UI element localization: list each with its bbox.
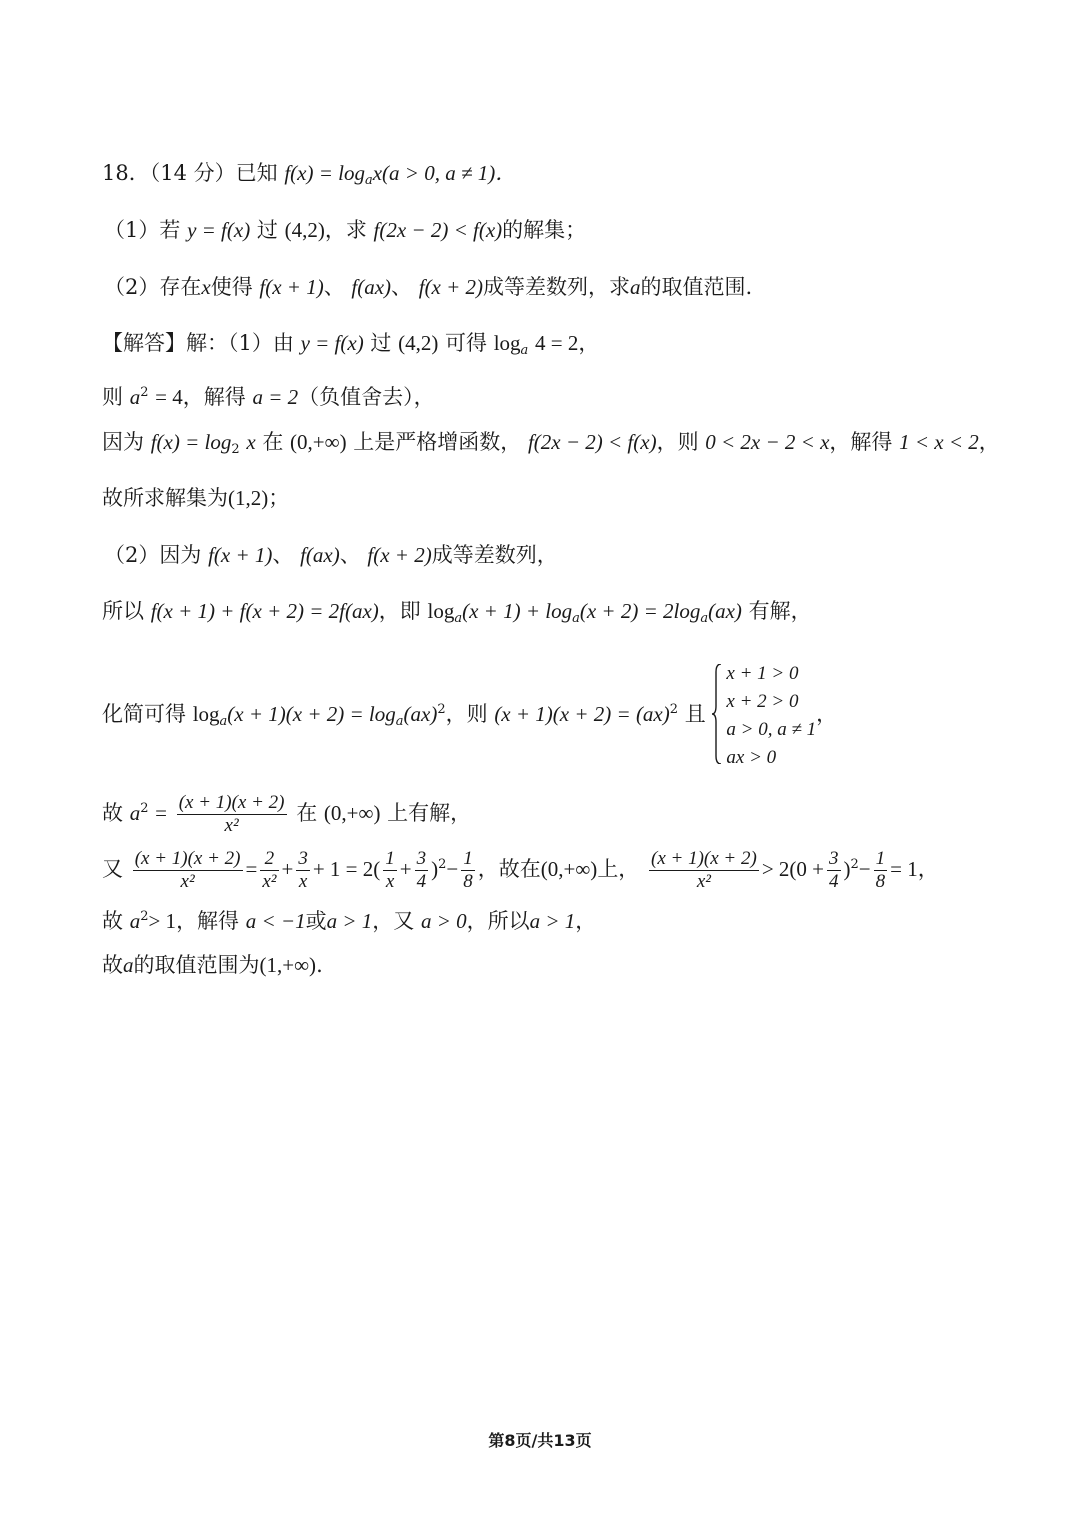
system-row: x + 1 > 0 <box>726 662 799 684</box>
system-row: x + 2 > 0 <box>726 690 799 712</box>
solution-label: 【解答】 <box>102 331 186 355</box>
solution-line-3: 因为 $f(x) = \log_2 x$ 在 (0,+∞) 上是严格增函数， f(2x − 2) < f(x)，则 0 < 2x − 2 < x，解得 1 < x < 2， <box>102 430 1000 457</box>
problem-title: 18．（14 分）已知 $f(x) = \log_ax(a > 0$, a ≠ 1)． <box>102 161 517 188</box>
fraction: $\frac{(x + 1)(x + 2)}{\text{x²}}$ <box>651 848 757 892</box>
solution-line-2: 则 $a^2 = 4$，解得 a = 2（负值舍去）， <box>102 385 435 409</box>
fraction: $\frac{1}{8}$ <box>463 848 473 892</box>
solution-line-11: 故a的取值范围为(1,+∞). <box>102 953 323 977</box>
page-number: 第8页/共13页 <box>488 1431 592 1450</box>
fraction: $\frac{(x + 1)(x + 2)}{\text{x²}}$ <box>178 792 285 836</box>
fraction: $\frac{2}{\text{x²}}$ <box>262 848 277 892</box>
fraction: $\frac{1}{x}$ <box>385 848 395 892</box>
solution-line-4: 故所求解集为(1,2)； <box>102 486 290 510</box>
problem-part-1: （1）若 y = f(x) 过 (4,2)，求 f(2x − 2) < f(x)的解集； <box>104 218 587 242</box>
fraction: $\frac{3}{4}$ <box>829 848 839 892</box>
fraction: $\frac{(x + 1)(x + 2)}{\text{x²}}$ <box>134 848 241 892</box>
solution-line-7: 化简可得 $\log_a(x + 1)(x + 2) = \log_a(ax)^2$，则 (x + 1)(x + 2) = (ax)$^2$ 且 x + 1 > 0 x + 2 > 0 a > 0, a ≠ 1 ax > 0 ， <box>102 654 837 766</box>
problem-number: 18．（14 分）已知 <box>102 161 278 185</box>
system-row: ax > 0 <box>726 746 777 768</box>
left-brace-icon <box>712 664 722 764</box>
problem-part-2: （2）存在x使得 f(x + 1)、 f(ax)、 f(x + 2)成等差数列，求a的取值范围. <box>104 275 753 299</box>
solution-line-10: 故 $a^2> 1$，解得 a < −1或a > 1，又 a > 0，所以a > 1， <box>102 909 597 933</box>
system-row: a > 0, a ≠ 1 <box>726 718 817 740</box>
fraction: $\frac{1}{8}$ <box>875 848 886 892</box>
inequality-system <box>712 660 816 772</box>
solution-line-9: 又 $\frac{(x + 1)(x + 2)}{\text{x²}}$ = $\frac{2}{\text{x²}}$ + $\frac{3}{x}$ + 1 = 2( $\frac{1}{x}$ + $\frac{3}{4}$ )$^2$− $\frac{1}{8}$ ，故在(0,+∞)上， $\frac{(x + 1)(x + 2)}{\text{x²}}$ > 2(0 + $\frac{3}{4}$ )$^2$− $\frac{1}{8}$ = 1， <box>102 848 939 892</box>
solution-line-8: 故 $a^2$ = $\frac{(x + 1)(x + 2)}{\text{x²}}$ 在 (0,+∞) 上有解， <box>102 792 472 836</box>
fraction: $\frac{3}{x}$ <box>298 848 308 892</box>
fraction: $\frac{3}{4}$ <box>416 848 427 892</box>
solution-line-1: 【解答】解：（1）由 y = f(x) 过 (4,2) 可得 $\log_a 4 = 2$， <box>102 331 600 358</box>
solution-line-5: （2）因为 f(x + 1)、 f(ax)、 f(x + 2)成等差数列， <box>104 543 558 567</box>
solution-line-6: 所以 f(x + 1) + f(x + 2) = 2f(ax)，即 $\log_a(x + 1) + \log_a(x + 2) = 2\log_a(ax)$ 有解， <box>102 599 812 626</box>
